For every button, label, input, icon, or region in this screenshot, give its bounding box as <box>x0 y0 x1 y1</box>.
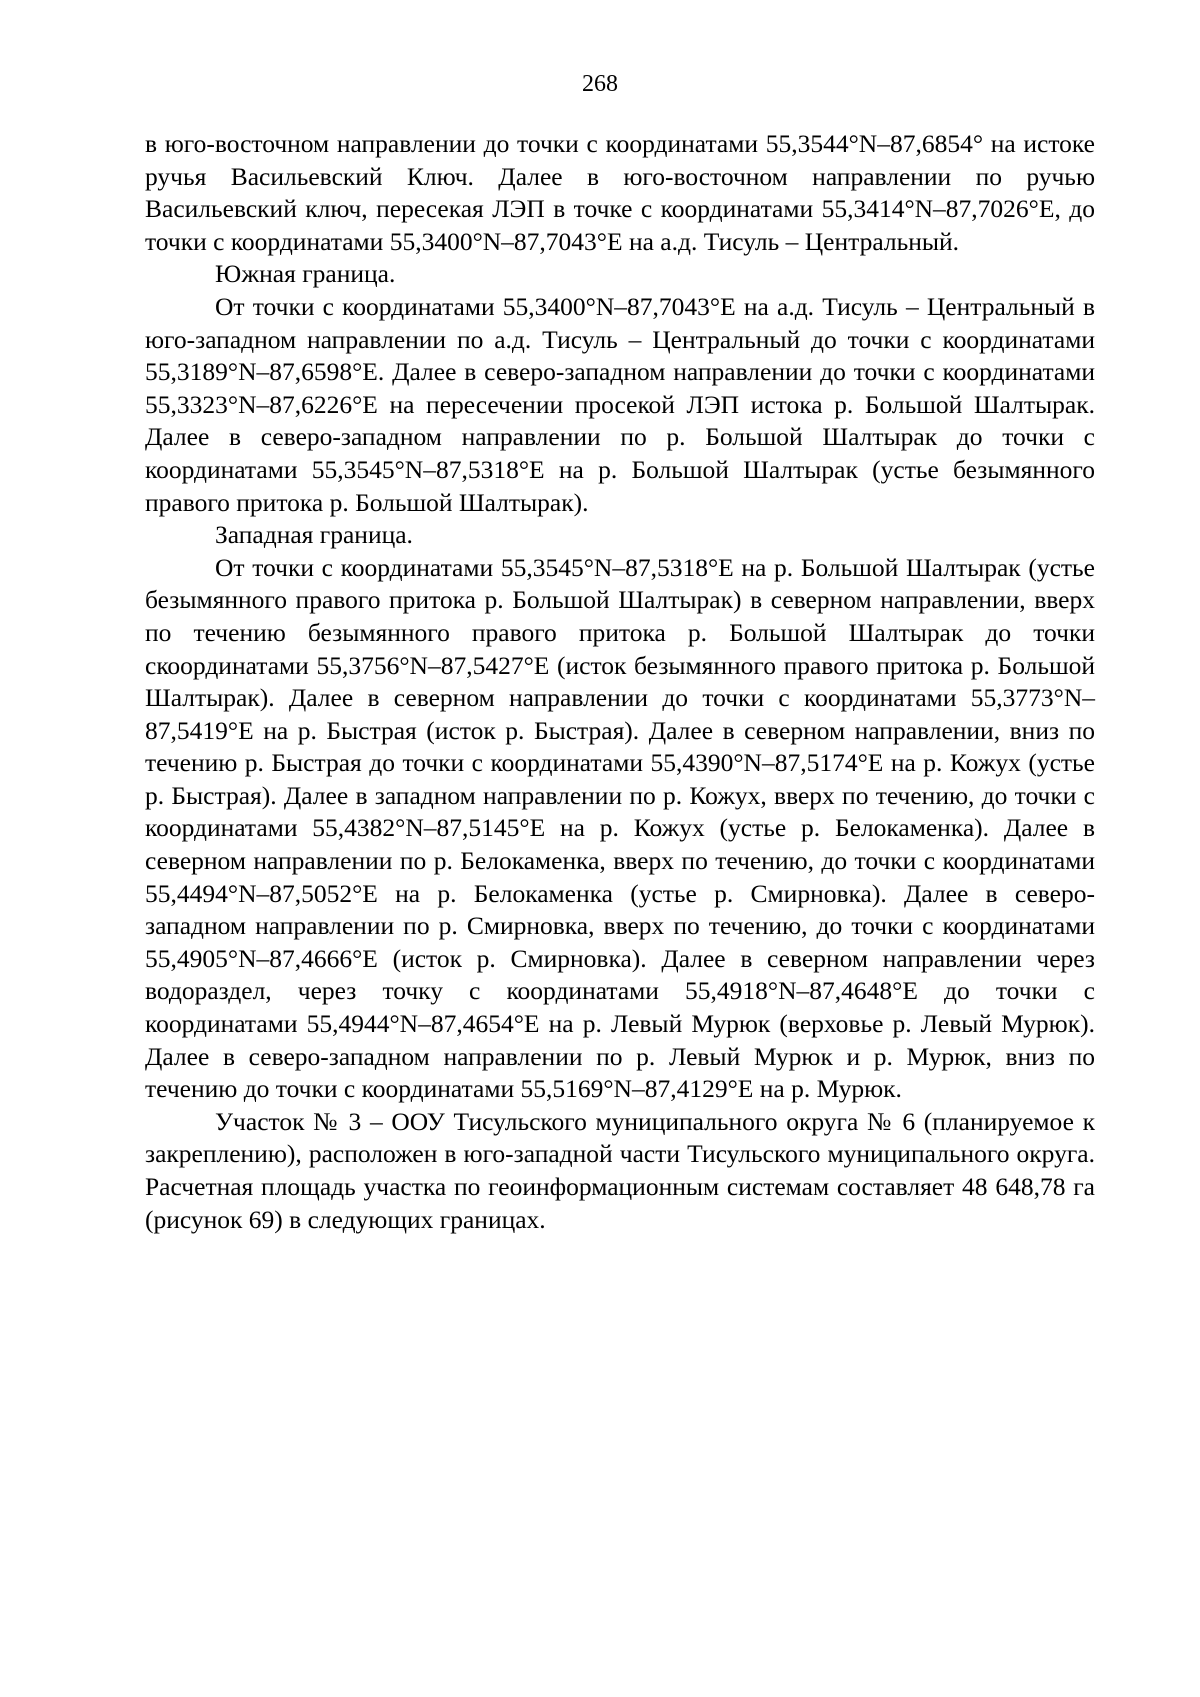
paragraph-plot-3-description: Участок № 3 – ООУ Тисульского муниципального округа № 6 (планируемое к закреплению), расположен в юго-западной части Тисульского муниципального округа. Расчетная площадь участка по геоинформационным системам составляет 48 648,78 га (рисунок 69) в следующих границах. <box>145 1106 1095 1234</box>
paragraph-southern-boundary: От точки с координатами 55,3400°N–87,7043°E на а.д. Тисуль – Центральный в юго-западном направлении по а.д. Тисуль – Центральный до точки с координатами 55,3189°N–87,6598°E. Далее в северо-западном направлении до точки с координатами 55,3323°N–87,6226°E на пересечении просекой ЛЭП истока р. Большой Шалтырак. Далее в северо-западном направлении по р. Большой Шалтырак до точки с координатами 55,3545°N–87,5318°E на р. Большой Шалтырак (устье безымянного правого притока р. Большой Шалтырак). <box>145 291 1095 517</box>
paragraph-boundary-continuation: в юго-восточном направлении до точки с координатами 55,3544°N–87,6854° на истоке ручья Васильевский Ключ. Далее в юго-восточном направлении по ручью Васильевский ключ, пересекая ЛЭП в точке с координатами 55,3414°N–87,7026°E, до точки с координатами 55,3400°N–87,7043°E на а.д. Тисуль – Центральный. <box>145 129 1095 256</box>
heading-western-boundary: Западная граница. <box>215 520 413 550</box>
heading-southern-boundary: Южная граница. <box>215 259 396 289</box>
paragraph-western-boundary: От точки с координатами 55,3545°N–87,5318°E на р. Большой Шалтырак (устье безымянного правого притока р. Большой Шалтырак) в северном направлении, вверх по течению безымянного правого притока р. Большой Шалтырак до точки скоординатами 55,3756°N–87,5427°E (исток безымянного правого притока р. Большой Шалтырак). Далее в северном направлении до точки с координатами 55,3773°N–87,5419°E на р. Быстрая (исток р. Быстрая). Далее в северном направлении, вниз по течению р. Быстрая до точки с координатами 55,4390°N–87,5174°E на р. Кожух (устье р. Быстрая). Далее в западном направлении по р. Кожух, вверх по течению, до точки с координатами 55,4382°N–87,5145°E на р. Кожух (устье р. Белокаменка). Далее в северном направлении по р. Белокаменка, вверх по течению, до точки с координатами 55,4494°N–87,5052°E на р. Белокаменка (устье р. Смирновка). Далее в северо-западном направлении по р. Смирновка, вверх по течению, до точки с координатами 55,4905°N–87,4666°E (исток р. Смирновка). Далее в северном направлении через водораздел, через точку с координатами 55,4918°N–87,4648°E до точки с координатами 55,4944°N–87,4654°E на р. Левый Мурюк (верховье р. Левый Мурюк). Далее в северо-западном направлении по р. Левый Мурюк и р. Мурюк, вниз по течению до точки с координатами 55,5169°N–87,4129°E на р. Мурюк. <box>145 552 1095 1104</box>
document-body <box>145 128 1095 1236</box>
page-number: 268 <box>582 71 618 97</box>
